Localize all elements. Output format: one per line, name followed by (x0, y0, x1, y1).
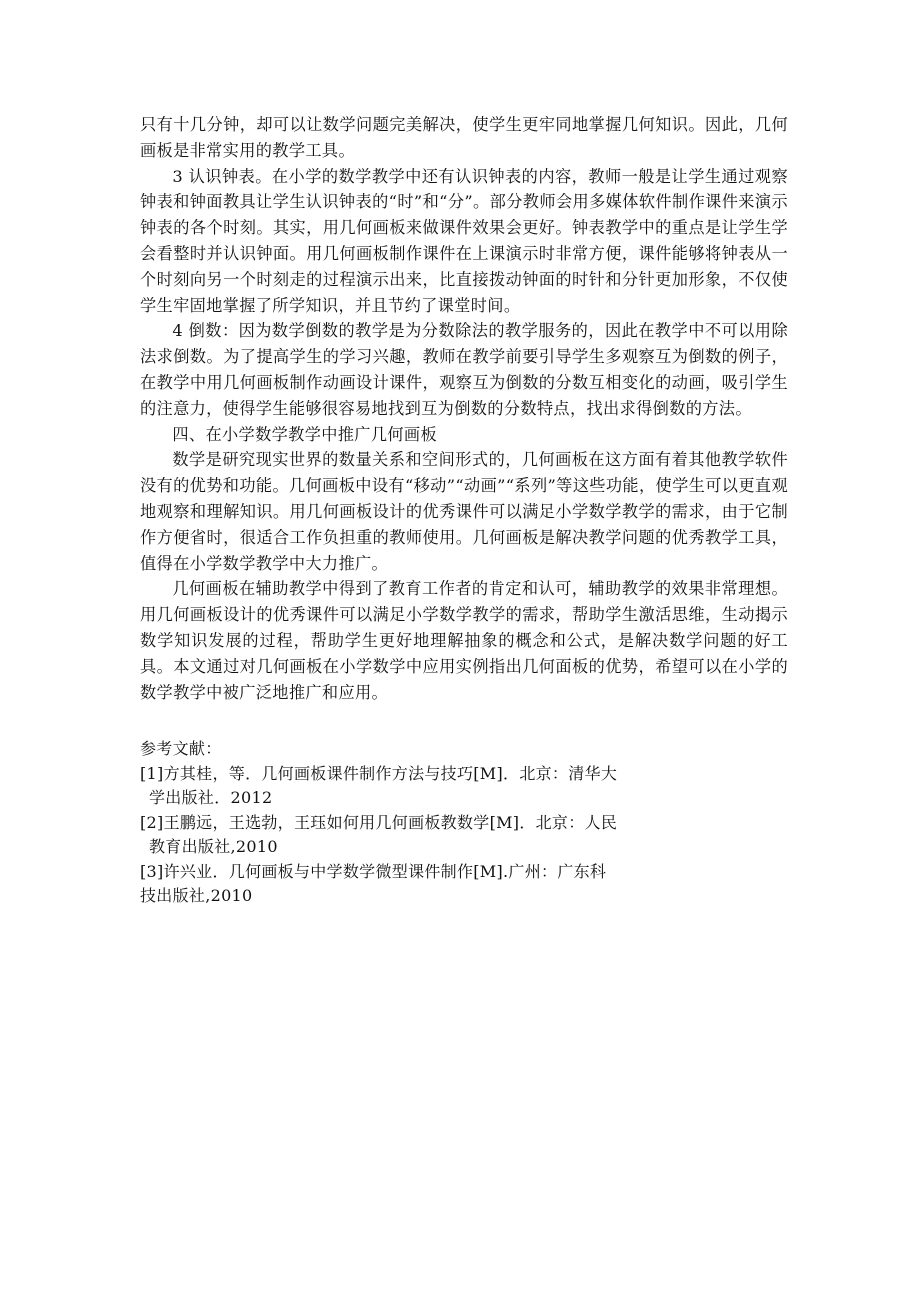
reference-1-line1: [1]方其桂，等．几何画板课件制作方法与技巧[M]．北京：清华大 (140, 763, 618, 783)
paragraph-continuation: 只有十几分钟，却可以让数学问题完美解决，使学生更牢同地掌握几何知识。因此，几何画板是非常实用的教学工具。 (140, 115, 788, 160)
reference-2-line2: 教育出版社,2010 (149, 837, 278, 856)
paragraph-promote: 数学是研究现实世界的数量关系和空间形式的，几何画板在这方面有着其他教学软件没有的优势和功能。几何画板中设有“移动”“动画”“系列”等这些功能，使学生可以更直观地观察和理解知识。用几何画板设计的优秀课件可以满足小学数学教学的需求，由于它制作方便省时，很适合工作负担重的教师使用。几何画板是解决教学问题的优秀教学工具，值得在小学数学教学中大力推广。 (140, 450, 788, 573)
paragraph-reciprocal: 4 倒数：因为数学倒数的教学是为分数除法的教学服务的，因此在教学中不可以用除法求倒数。为了提高学生的学习兴趣，教师在教学前要引导学生多观察互为倒数的例子，在教学中用几何画板制作动画设计课件，观察互为倒数的分数互相变化的动画，吸引学生的注意力，使得学生能够很容易地找到互为倒数的分数特点，找出求得倒数的方法。 (140, 321, 788, 418)
references-title: 参考文献： (140, 739, 222, 758)
paragraph-conclusion: 几何画板在辅助教学中得到了教育工作者的肯定和认可，辅助教学的效果非常理想。用几何画板设计的优秀课件可以满足小学数学教学的需求，帮助学生激活思维，生动揭示数学知识发展的过程，帮助学生更好地理解抽象的概念和公式，是解决数学问题的好工具。本文通过对几何画板在小学数学中应用实例指出几何面板的优势，希望可以在小学的数学教学中被广泛地推广和应用。 (140, 579, 788, 702)
body-text (140, 112, 788, 705)
section-heading: 四、在小学数学教学中推广几何画板 (172, 424, 437, 444)
references-section (140, 737, 740, 909)
reference-3-line1: [3]许兴业．几何画板与中学数学微型课件制作[M].广州：广东科 (140, 861, 607, 881)
reference-1-line2: 学出版社．2012 (149, 788, 273, 807)
reference-3-line2: 技出版社,2010 (140, 886, 253, 905)
reference-2-line1: [2]王鹏远，王选勃，王珏如何用几何画板教数学[M]．北京：人民 (140, 812, 618, 832)
paragraph-clock: 3 认识钟表。在小学的数学教学中还有认识钟表的内容，教师一般是让学生通过观察钟表和钟面教具让学生认识钟表的“时”和“分”。部分教师会用多媒体软件制作课件来演示钟表的各个时刻。其实，用几何画板来做课件效果会更好。钟表教学中的重点是让学生学会看整时并认识钟面。用几何画板制作课件在上课演示时非常方便，课件能够将钟表从一个时刻向另一个时刻走的过程演示出来，比直接拨动钟面的时针和分针更加形象，不仅使学生牢固地掌握了所学知识，并且节约了课堂时间。 (140, 166, 788, 315)
